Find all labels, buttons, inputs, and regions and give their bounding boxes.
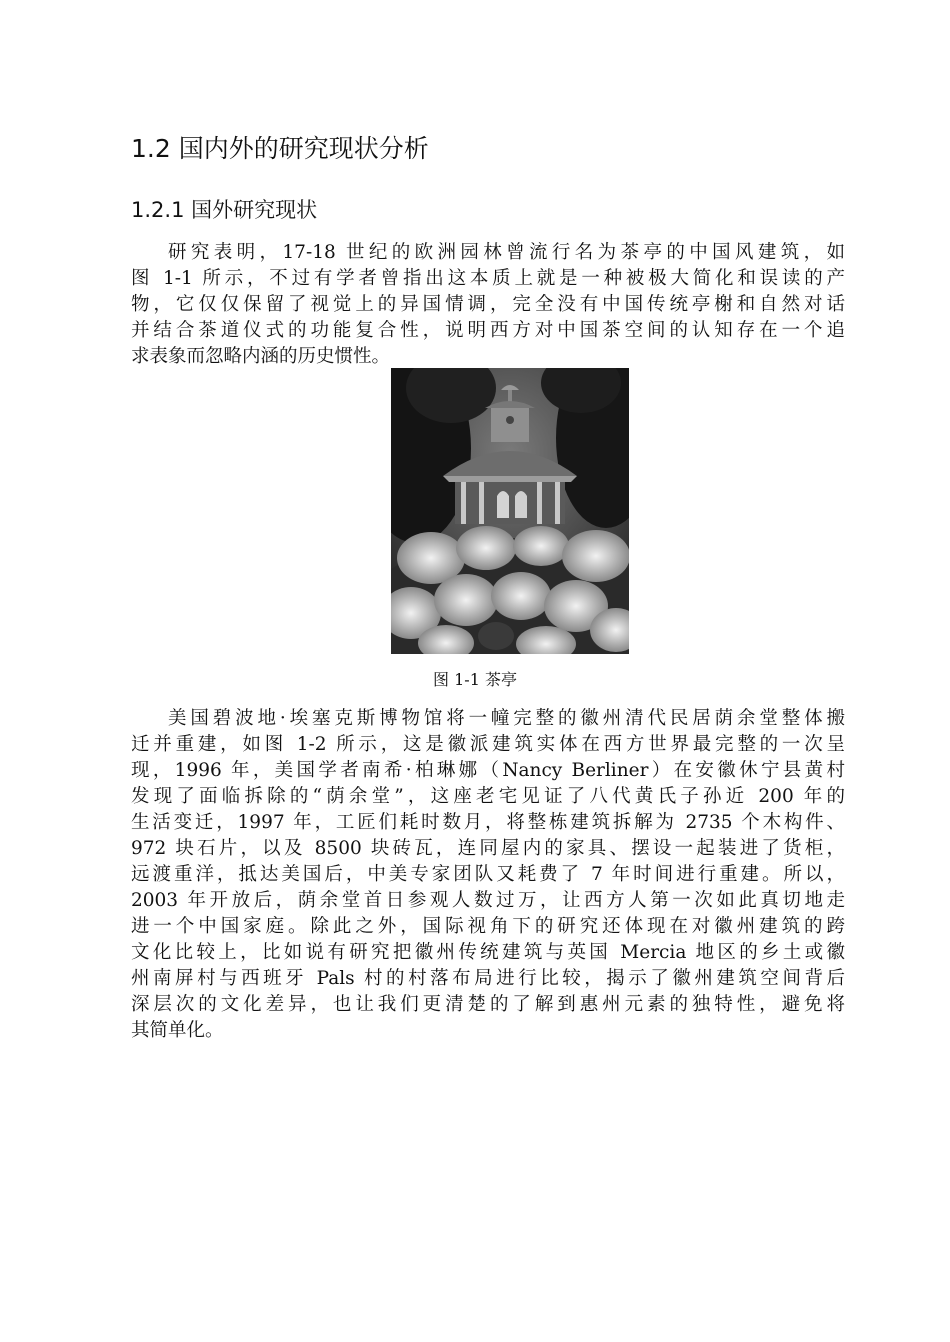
- paragraph-1-line: 图 1-1 所示，不过有学者曾指出这本质上就是一种被极大简化和误读的产: [131, 268, 845, 289]
- paragraph-2-line: 生活变迁，1997 年，工匠们耗时数月，将整栋建筑拆解为 2735 个木构件、: [131, 812, 845, 833]
- paragraph-2-line: 远渡重洋，抵达美国后，中美专家团队又耗费了 7 年时间进行重建。所以，: [131, 864, 845, 885]
- paragraph-2-line: 迁并重建，如图 1-2 所示，这是徽派建筑实体在西方世界最完整的一次呈: [131, 734, 845, 755]
- figure-caption: 图 1-1 茶亭: [433, 670, 517, 689]
- paragraph-2-line: 州南屏村与西班牙 Pals 村的村落布局进行比较，揭示了徽州建筑空间背后: [131, 968, 845, 989]
- paragraph-1-line: 研究表明，17-18 世纪的欧洲园林曾流行名为茶亭的中国风建筑，如: [168, 242, 845, 263]
- paragraph-1: [131, 240, 845, 370]
- paragraph-2-line: 972 块石片，以及 8500 块砖瓦，连同屋内的家具、摆设一起装进了货柜，: [131, 838, 845, 859]
- subsection-heading: 1.2.1 国外研究现状: [131, 198, 318, 222]
- tea-pavilion-photo: [391, 368, 629, 654]
- paragraph-2-line: 文化比较上，比如说有研究把徽州传统建筑与英国 Mercia 地区的乡土或徽: [131, 942, 845, 963]
- paragraph-1-line: 物，它仅仅保留了视觉上的异国情调，完全没有中国传统亭榭和自然对话: [131, 294, 845, 315]
- paragraph-2-line: 深层次的文化差异，也让我们更清楚的了解到惠州元素的独特性，避免将: [131, 994, 845, 1015]
- paragraph-2-line: 现，1996 年，美国学者南希·柏琳娜（Nancy Berliner）在安徽休宁县黄村: [131, 760, 845, 781]
- paragraph-2-line: 发现了面临拆除的“荫余堂”，这座老宅见证了八代黄氏子孙近 200 年的: [131, 786, 845, 807]
- paragraph-2-line: 美国碧波地·埃塞克斯博物馆将一幢完整的徽州清代民居荫余堂整体搬: [168, 708, 845, 729]
- paragraph-2-line: 其简单化。: [131, 1020, 224, 1041]
- paragraph-1-line: 求表象而忽略内涵的历史惯性。: [131, 346, 391, 367]
- paragraph-2: [131, 706, 845, 1044]
- paragraph-2-line: 进一个中国家庭。除此之外，国际视角下的研究还体现在对徽州建筑的跨: [131, 916, 845, 937]
- paragraph-1-line: 并结合茶道仪式的功能复合性，说明西方对中国茶空间的认知存在一个追: [131, 320, 845, 341]
- section-heading: 1.2 国内外的研究现状分析: [131, 134, 429, 163]
- paragraph-2-line: 2003 年开放后，荫余堂首日参观人数过万，让西方人第一次如此真切地走: [131, 890, 845, 911]
